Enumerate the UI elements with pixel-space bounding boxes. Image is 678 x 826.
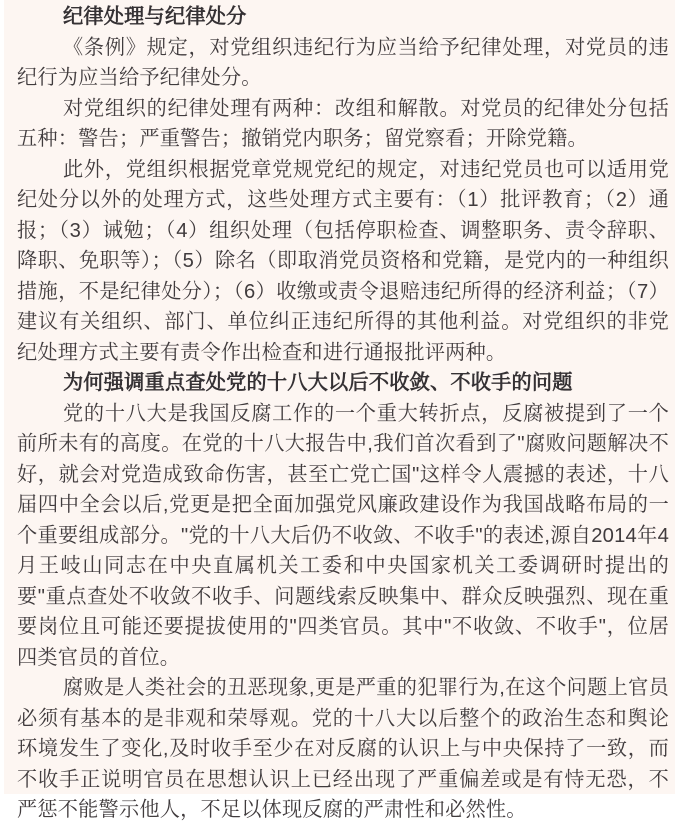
paragraph-regulation-provision: 《条例》规定，对党组织违纪行为应当给予纪律处理，对党员的违纪行为应当给予纪律处分。 [17,36,669,89]
section-heading-discipline-treatment: 纪律处理与纪律处分 [63,6,247,28]
paragraph-other-treatment-methods: 此外，党组织根据党章党规党纪的规定，对违纪党员也可以适用党纪处分以外的处理方式，这些处理方式主要有：（1）批评教育；（2）通报；（3）诫勉；（4）组织处理（包括停职检查、调整职务、责令辞职、降职、免职等）；（5）除名（即取消党员资格和党籍，是党内的一种组织措施，不是纪律处分）；（6）收缴或责令退赔违纪所得的经济利益；（7）建议有关组织、部门、单位纠正违纪所得的其他利益。对党组织的非党纪处理方式主要有责令作出检查和进行通报批评两种。 [17,158,669,364]
section-heading-why-emphasize-investigation: 为何强调重点查处党的十八大以后不收敛、不收手的问题 [63,372,573,394]
document-page [4,0,675,821]
paragraph-discipline-types: 对党组织的纪律处理有两种：改组和解散。对党员的纪律处分包括五种：警告；严重警告；撤销党内职务；留党察看；开除党籍。 [17,97,669,150]
paragraph-corruption-phenomenon: 腐败是人类社会的丑恶现象,更是严重的犯罪行为,在这个问题上官员必须有基本的是非观和荣辱观。党的十八大以后整个的政治生态和舆论环境发生了变化,及时收手至少在对反腐的认识上与中央保持了一致，而不收手正说明官员在思想认识上已经出现了严重偏差或是有恃无恐，不严惩不能警示他人，不足以体现反腐的严肃性和必然性。 [17,677,669,821]
paragraph-18th-congress-turning-point: 党的十八大是我国反腐工作的一个重大转折点，反腐被提到了一个前所未有的高度。在党的十八大报告中,我们首次看到了"腐败问题解决不好，就会对党造成致命伤害，甚至亡党亡国"这样令人震撼的表述，十八届四中全会以后,党更是把全面加强党风廉政建设作为我国战略布局的一个重要组成部分。"党的十八大后仍不收敛、不收手"的表述,源自2014年4月王岐山同志在中央直属机关工委和中央国家机关工委调研时提出的要"重点查处不收敛不收手、问题线索反映集中、群众反映强烈、现在重要岗位且可能还要提拔使用的"四类官员。其中"不收敛、不收手"，位居四类官员的首位。 [17,402,669,669]
